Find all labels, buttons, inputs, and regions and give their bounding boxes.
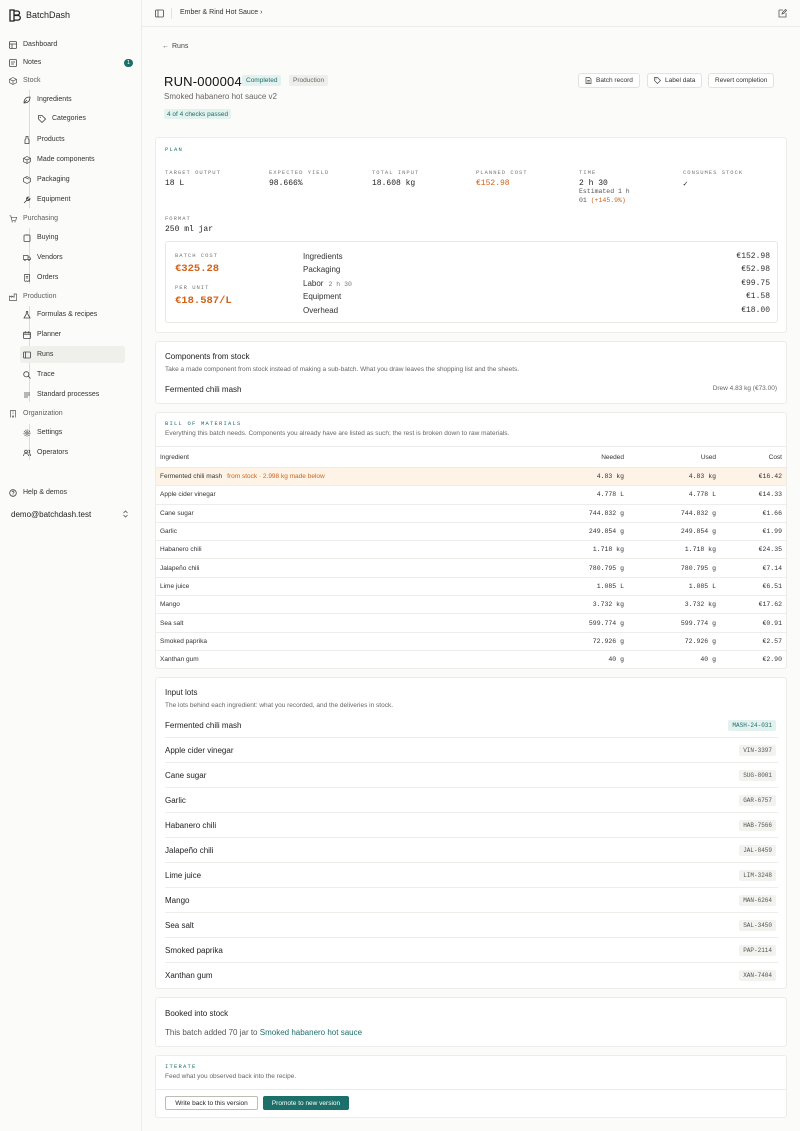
- col-needed: Needed: [601, 453, 624, 461]
- components-desc: Take a made component from stock instead of making a sub-batch. What you draw leaves the shopping list and the sheets.: [165, 366, 520, 373]
- needed-value: 72.926 g: [592, 637, 624, 645]
- sidebar-item-label: Ingredients: [37, 96, 72, 103]
- bom-kicker: BILL OF MATERIALS: [165, 420, 242, 427]
- table-row[interactable]: [156, 614, 786, 632]
- lot-ingredient: Apple cider vinegar: [165, 745, 234, 755]
- chevron-up-down-icon: [122, 510, 129, 518]
- sidebar-toggle-icon[interactable]: [155, 9, 164, 18]
- cost-value: €1.66: [762, 509, 782, 517]
- cost-value: €2.90: [762, 656, 782, 664]
- lot-code-badge[interactable]: HAB-7566: [739, 820, 776, 831]
- ingredient-label: Sea salt: [160, 619, 184, 627]
- gear-icon: [23, 429, 31, 437]
- label-data-button[interactable]: [647, 73, 702, 88]
- lot-ingredient: Sea salt: [165, 920, 194, 930]
- cost-value: €24.35: [758, 546, 782, 554]
- lot-code-badge[interactable]: VIN-3397: [739, 745, 776, 756]
- sidebar-item-purchasing[interactable]: [9, 210, 58, 227]
- lots-desc: The lots behind each ingredient: what you recorded, and the deliveries in stock.: [165, 702, 393, 709]
- cost-label: Overhead: [303, 305, 339, 315]
- col-used: Used: [700, 453, 716, 461]
- ingredient-label: Cane sugar: [160, 509, 194, 517]
- cost-label: Equipment: [303, 292, 342, 301]
- used-value: 599.774 g: [680, 619, 716, 627]
- list-item: [165, 813, 778, 838]
- process-icon: [23, 391, 31, 399]
- list-item: [165, 938, 778, 963]
- component-drew: Drew 4.83 kg (€73.00): [712, 385, 777, 392]
- labor-time: 2 h 30: [328, 280, 352, 288]
- sidebar-item-formulas[interactable]: [23, 306, 97, 323]
- lot-code-badge[interactable]: PAP-2114: [739, 945, 776, 956]
- sidebar-item-production[interactable]: [9, 288, 56, 305]
- ingredient-name: [160, 560, 199, 577]
- expected-yield-value: 98.666%: [269, 179, 303, 188]
- table-row[interactable]: [156, 468, 786, 486]
- cost-amount: €1.58: [745, 292, 770, 301]
- cost-amount: €18.00: [741, 305, 770, 315]
- user-email: demo@batchdash.test: [11, 509, 92, 519]
- flask-icon: [23, 311, 31, 319]
- plan-kicker: PLAN: [165, 146, 184, 153]
- lot-ingredient: Smoked paprika: [165, 945, 223, 955]
- batchdash-logo-icon: [9, 9, 21, 22]
- wrench-icon: [23, 196, 31, 204]
- truck-icon: [23, 254, 31, 262]
- lot-ingredient: Xanthan gum: [165, 971, 213, 980]
- lot-ingredient: Habanero chili: [165, 820, 217, 830]
- receipt-icon: [23, 274, 31, 282]
- needed-value: 40 g: [608, 656, 624, 664]
- component-item: Fermented chili mash: [165, 385, 242, 394]
- used-value: 4.83 kg: [688, 473, 716, 481]
- iterate-desc: Feed what you observed back into the recipe.: [165, 1073, 297, 1080]
- list-item: [165, 963, 778, 988]
- planned-cost-label: PLANNED COST: [476, 169, 528, 176]
- sidebar-item-label: Notes: [23, 59, 42, 66]
- table-row[interactable]: [156, 596, 786, 614]
- notes-icon: [9, 59, 17, 67]
- cost-value: €1.99: [762, 528, 782, 536]
- button-label: Revert completion: [715, 77, 768, 84]
- button-label: Batch record: [596, 77, 633, 84]
- sidebar-item-vendors[interactable]: [23, 249, 63, 266]
- sidebar-item-label: Runs: [37, 351, 54, 358]
- sidebar-item-orders[interactable]: [23, 269, 58, 286]
- total-input-label: TOTAL INPUT: [372, 169, 420, 176]
- user-menu[interactable]: [3, 504, 135, 524]
- box-icon: [9, 77, 17, 85]
- lots-title: Input lots: [165, 688, 198, 697]
- list-item: [165, 838, 778, 863]
- cost-value: €14.33: [758, 491, 782, 499]
- lot-ingredient: Garlic: [165, 795, 186, 805]
- cost-label: Packaging: [303, 265, 341, 274]
- sidebar-item-label: Production: [23, 293, 57, 300]
- sidebar-item-label: Stock: [23, 77, 41, 84]
- cost-row-overhead: [303, 304, 770, 316]
- col-ingredient: Ingredient: [160, 453, 189, 461]
- needed-value: 780.795 g: [588, 564, 624, 572]
- lot-code-badge[interactable]: SAL-3450: [739, 920, 776, 931]
- sidebar-item-label: Buying: [37, 234, 59, 241]
- sidebar-item-label: Organization: [23, 410, 63, 417]
- time-estimated-cont: [579, 197, 626, 204]
- used-value: 72.926 g: [684, 637, 716, 645]
- used-value: 1.085 L: [688, 582, 716, 590]
- list-item: [165, 888, 778, 913]
- from-stock-note: from stock · 2.998 kg made below: [227, 473, 325, 481]
- cost-row-equipment: [303, 291, 770, 303]
- ingredient-label: Mango: [160, 601, 180, 609]
- ingredient-name: [160, 633, 207, 650]
- sidebar-item-made-components[interactable]: [23, 151, 95, 168]
- divider: [156, 1089, 786, 1090]
- sidebar-item-categories[interactable]: [38, 110, 86, 127]
- lot-code-badge[interactable]: JAL-8459: [739, 845, 776, 856]
- lot-code-badge[interactable]: XAN-7404: [739, 970, 776, 981]
- components-title: Components from stock: [165, 352, 250, 361]
- used-value: 744.832 g: [680, 509, 716, 517]
- promote-button[interactable]: Promote to new version: [263, 1096, 349, 1110]
- batch-cost-value: €325.28: [175, 263, 220, 275]
- ingredient-label: Xanthan gum: [160, 656, 199, 664]
- ingredient-label: Habanero chili: [160, 546, 202, 554]
- bom-table-header: [156, 446, 786, 468]
- list-item: [165, 713, 778, 738]
- ingredient-label: Lime juice: [160, 582, 190, 590]
- cost-breakdown-box: [165, 241, 778, 323]
- cost-label: Ingredients: [303, 251, 343, 261]
- ingredient-label: Apple cider vinegar: [160, 491, 216, 499]
- needed-value: 1.085 L: [596, 582, 624, 590]
- table-row[interactable]: [156, 578, 786, 596]
- time-estimated-minutes: 01: [579, 197, 587, 204]
- recipe-name: Smoked habanero hot sauce v2: [164, 92, 277, 101]
- runs-icon: [23, 351, 31, 359]
- cost-row-packaging: [303, 264, 770, 276]
- planned-cost-value: €152.98: [476, 179, 510, 188]
- used-value: 3.732 kg: [684, 601, 716, 609]
- col-cost: Cost: [768, 453, 782, 461]
- document-icon: [585, 77, 592, 84]
- time-label: TIME: [579, 169, 597, 176]
- list-item: [165, 763, 778, 788]
- sidebar-item-label: Planner: [37, 331, 62, 338]
- cost-amount: €52.98: [741, 265, 770, 274]
- bom-desc: Everything this batch needs. Components you already have are listed as such; the rest is broken down to raw materials.: [165, 430, 510, 437]
- page-title: RUN-000004: [164, 74, 242, 89]
- ingredient-name: [160, 596, 180, 613]
- sidebar-item-label: Dashboard: [23, 41, 58, 48]
- sidebar-item-label: Purchasing: [23, 215, 59, 222]
- ingredient-name: [160, 486, 216, 503]
- table-row[interactable]: [156, 633, 786, 651]
- cart-icon: [9, 215, 17, 223]
- components-card: [155, 341, 787, 404]
- sidebar-item-planner[interactable]: [23, 326, 61, 343]
- lot-ingredient: Lime juice: [165, 870, 202, 880]
- topbar: [142, 0, 800, 27]
- sidebar-item-trace[interactable]: [23, 366, 55, 383]
- sidebar-item-label: Vendors: [37, 254, 63, 261]
- sidebar-item-label: Categories: [52, 115, 86, 122]
- back-link[interactable]: [162, 43, 188, 50]
- sidebar-item-help[interactable]: [9, 484, 67, 501]
- needed-value: 1.718 kg: [592, 546, 624, 554]
- cost-row-labor: [303, 277, 770, 289]
- list-item: [165, 863, 778, 888]
- used-value: 40 g: [700, 656, 716, 664]
- needed-value: 249.854 g: [588, 528, 624, 536]
- back-label: Runs: [172, 43, 189, 50]
- expected-yield-label: EXPECTED YIELD: [269, 169, 330, 176]
- booked-text: [165, 1028, 362, 1037]
- lot-ingredient: Fermented chili mash: [165, 720, 242, 730]
- format-value: 250 ml jar: [165, 225, 214, 234]
- ingredient-name: [160, 614, 184, 631]
- list-item: [165, 738, 778, 763]
- cost-row-ingredients: [303, 250, 770, 262]
- sidebar-item-label: Help & demos: [23, 489, 67, 496]
- time-value: 2 h 30: [579, 179, 608, 188]
- sidebar-item-notes[interactable]: [9, 54, 41, 71]
- plan-card: [155, 137, 787, 333]
- ingredient-name: [160, 578, 189, 595]
- ingredient-name: [160, 541, 202, 558]
- ingredient-label: Fermented chili mash: [160, 473, 223, 481]
- iterate-card: [155, 1055, 787, 1118]
- lot-code-badge[interactable]: LIM-3248: [739, 870, 776, 881]
- lot-code-badge[interactable]: GAR-6757: [739, 795, 776, 806]
- bottle-icon: [23, 136, 31, 144]
- lot-code-badge[interactable]: SUG-8001: [739, 770, 776, 781]
- ingredient-name: [160, 523, 177, 540]
- booked-title: Booked into stock: [165, 1009, 229, 1018]
- ingredient-name: [160, 651, 199, 668]
- sidebar-item-label: Formulas & recipes: [37, 311, 98, 318]
- needed-value: 599.774 g: [588, 619, 624, 627]
- table-row[interactable]: [156, 505, 786, 523]
- sidebar-item-packaging[interactable]: [23, 171, 70, 188]
- ingredient-name: [160, 468, 325, 485]
- divider: [171, 8, 172, 19]
- tag-icon: [38, 115, 46, 123]
- bom-card: [155, 412, 787, 669]
- cost-value: €16.42: [758, 473, 782, 481]
- per-unit-label: PER UNIT: [175, 284, 210, 291]
- product-link[interactable]: Smoked habanero hot sauce: [259, 1028, 363, 1037]
- cost-value: €17.62: [758, 601, 782, 609]
- sidebar-item-settings[interactable]: [23, 424, 62, 441]
- per-unit-value: €18.587/L: [175, 295, 232, 307]
- needed-value: 3.732 kg: [592, 601, 624, 609]
- cost-amount: €152.98: [736, 251, 770, 261]
- sidebar-item-products[interactable]: [23, 131, 65, 148]
- target-output-value: 18 L: [165, 179, 185, 188]
- lot-code-badge[interactable]: MASH-24-031: [728, 720, 776, 731]
- ingredient-label: Jalapeño chili: [160, 564, 200, 572]
- cost-value: €0.91: [762, 619, 782, 627]
- lot-ingredient: Jalapeño chili: [165, 845, 214, 855]
- breadcrumb[interactable]: Ember & Rind Hot Sauce ›: [180, 9, 263, 16]
- iterate-kicker: ITERATE: [165, 1063, 197, 1070]
- used-value: 780.795 g: [680, 564, 716, 572]
- sidebar-item-label: Made components: [37, 156, 95, 163]
- consumes-stock-label: CONSUMES STOCK: [683, 169, 744, 176]
- ingredient-name: [160, 505, 194, 522]
- arrow-left-icon: ←: [162, 43, 169, 50]
- sidebar-item-standard-processes[interactable]: [23, 386, 99, 403]
- table-row[interactable]: [156, 651, 786, 669]
- cost-value: €2.57: [762, 637, 782, 645]
- cost-value: €6.51: [762, 582, 782, 590]
- calendar-icon: [23, 331, 31, 339]
- factory-icon: [9, 293, 17, 301]
- sidebar-item-label: Trace: [37, 371, 55, 378]
- cost-amount: €99.75: [741, 278, 770, 288]
- brand[interactable]: [9, 8, 70, 22]
- sidebar-item-runs[interactable]: [20, 346, 125, 363]
- sidebar-item-label: Products: [37, 136, 65, 143]
- cost-label: Labor: [303, 278, 324, 288]
- sidebar: [0, 0, 142, 1131]
- sidebar-item-label: Equipment: [37, 196, 71, 203]
- time-estimated: Estimated 1 h: [579, 188, 630, 195]
- search-icon: [23, 371, 31, 379]
- write-back-button[interactable]: Write back to this version: [165, 1096, 258, 1110]
- dashboard-icon: [9, 41, 17, 49]
- booked-prefix: This batch added 70 jar to: [165, 1028, 258, 1037]
- sidebar-item-organization[interactable]: [9, 405, 63, 422]
- sidebar-item-operators[interactable]: [23, 444, 68, 461]
- needed-value: 4.778 L: [596, 491, 624, 499]
- tag-icon: [654, 77, 661, 84]
- leaf-icon: [23, 96, 31, 104]
- booked-card: [155, 997, 787, 1047]
- revert-completion-button[interactable]: [708, 73, 774, 88]
- list-item: [165, 913, 778, 938]
- lot-code-badge[interactable]: MAN-6264: [739, 895, 776, 906]
- table-row[interactable]: [156, 523, 786, 541]
- needed-value: 4.83 kg: [596, 473, 624, 481]
- consumes-stock-value: ✓: [683, 180, 688, 189]
- status-badge: Completed: [242, 75, 281, 86]
- ingredient-label: Garlic: [160, 528, 177, 536]
- sidebar-item-label: Packaging: [37, 176, 70, 183]
- sidebar-item-label: Orders: [37, 274, 59, 281]
- sidebar-item-stock[interactable]: [9, 72, 41, 89]
- format-label: FORMAT: [165, 215, 191, 222]
- brand-name: BatchDash: [26, 10, 71, 20]
- lot-ingredient: Mango: [165, 895, 190, 905]
- cost-value: €7.14: [762, 564, 782, 572]
- sidebar-item-ingredients[interactable]: [23, 91, 72, 108]
- type-badge: Production: [289, 75, 328, 86]
- sidebar-item-equipment[interactable]: [23, 191, 70, 208]
- building-icon: [9, 410, 17, 418]
- checks-badge: 4 of 4 checks passed: [164, 109, 231, 119]
- edit-icon[interactable]: [778, 9, 787, 18]
- sidebar-item-dashboard[interactable]: [9, 36, 57, 53]
- used-value: 4.778 L: [688, 491, 716, 499]
- sidebar-item-label: Standard processes: [37, 391, 100, 398]
- table-row[interactable]: [156, 560, 786, 578]
- button-label: Label data: [665, 77, 696, 84]
- used-value: 249.854 g: [680, 528, 716, 536]
- table-row[interactable]: [156, 486, 786, 504]
- lot-ingredient: Cane sugar: [165, 770, 207, 780]
- help-icon: [9, 489, 17, 497]
- table-row[interactable]: [156, 541, 786, 559]
- target-output-label: TARGET OUTPUT: [165, 169, 221, 176]
- input-lots-card: [155, 677, 787, 989]
- users-icon: [23, 449, 31, 457]
- clipboard-icon: [23, 234, 31, 242]
- batch-record-button[interactable]: [578, 73, 640, 88]
- time-delta: (+145.9%): [590, 197, 626, 204]
- notes-count-badge: 1: [124, 59, 133, 67]
- list-item: [165, 788, 778, 813]
- batch-cost-label: BATCH COST: [175, 252, 219, 259]
- used-value: 1.718 kg: [684, 546, 716, 554]
- sidebar-item-label: Settings: [37, 429, 63, 436]
- package-icon: [23, 176, 31, 184]
- cube-icon: [23, 156, 31, 164]
- sidebar-item-label: Operators: [37, 449, 69, 456]
- total-input-value: 18.608 kg: [372, 179, 416, 188]
- ingredient-label: Smoked paprika: [160, 637, 207, 645]
- sidebar-item-buying[interactable]: [23, 229, 58, 246]
- needed-value: 744.832 g: [588, 509, 624, 517]
